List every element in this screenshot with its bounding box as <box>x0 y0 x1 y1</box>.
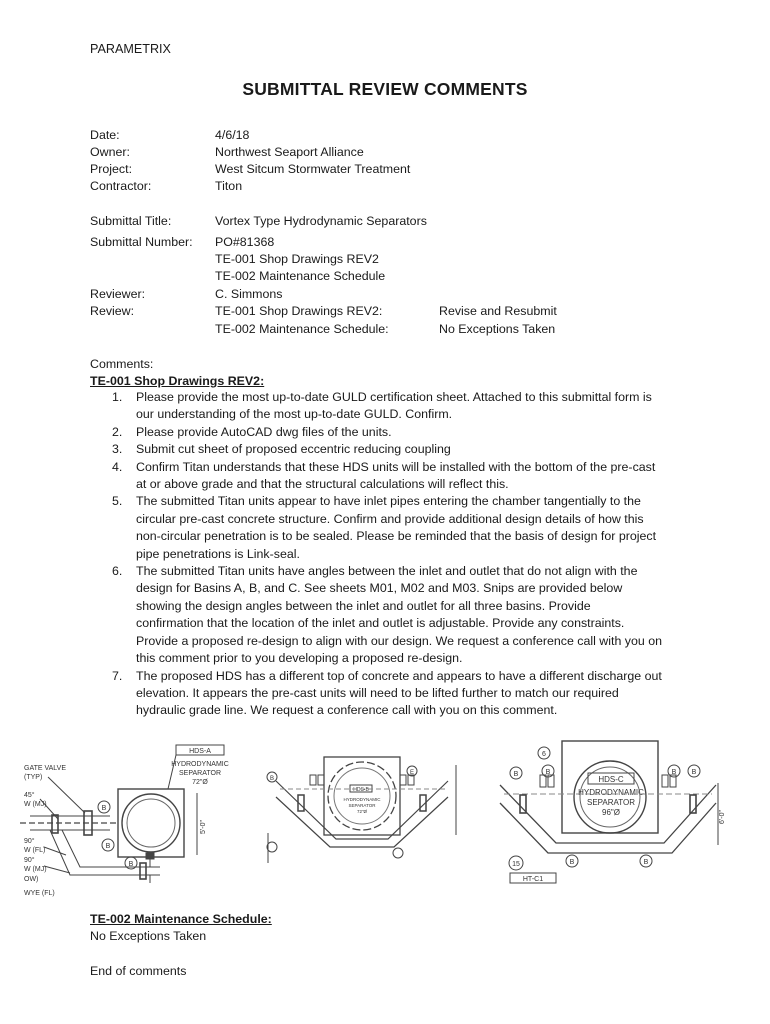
submittal-number-label: Submittal Number: <box>90 235 193 249</box>
fitting <box>318 775 324 785</box>
owner-value: Northwest Seaport Alliance <box>215 145 364 159</box>
callout-label: B <box>545 769 551 776</box>
review-item: TE-001 Shop Drawings REV2: <box>215 304 383 318</box>
chamber-b-inner <box>334 768 390 824</box>
comment-text: The submitted Titan units appear to have inlet pipes entering the chamber tangentially to the <box>136 494 641 509</box>
callout-label: B <box>128 861 134 868</box>
gate-valve <box>140 863 146 879</box>
fitting-label: W (MJ) <box>24 866 47 873</box>
comment-text: elevation. It appears the pre-cast units will need to be lifted further to match our required <box>136 685 619 700</box>
comment-item <box>90 424 690 441</box>
review-item: TE-002 Maintenance Schedule: <box>215 322 389 336</box>
callout-label: E <box>409 770 415 776</box>
comment-number: 7. <box>112 668 123 683</box>
comment-item <box>90 389 690 424</box>
end-of-comments: End of comments <box>90 964 187 978</box>
gate-valve-label: GATE VALVE <box>24 765 67 772</box>
comment-number: 5. <box>112 494 123 509</box>
contractor-label: Contractor: <box>90 179 152 193</box>
callout-label: B <box>269 776 275 782</box>
comment-text: at or above grade and that the structural calculations will reflect this. <box>136 477 509 492</box>
section-heading-te002: TE-002 Maintenance Schedule: <box>90 912 272 926</box>
fitting <box>310 775 316 785</box>
reviewer-value: C. Simmons <box>215 287 283 301</box>
comment-item <box>90 668 690 720</box>
separator-label: HYDRODYNAMIC <box>578 788 644 797</box>
document-title: SUBMITTAL REVIEW COMMENTS <box>242 79 528 99</box>
submittal-number-value: PO#81368 <box>215 235 275 249</box>
owner-label: Owner: <box>90 145 130 159</box>
comment-text: our understanding of the most up-to-date GULD. Confirm. <box>136 407 453 422</box>
project-value: West Sitcum Stormwater Treatment <box>215 162 411 176</box>
comments-list <box>90 389 690 720</box>
comment-item <box>90 563 690 667</box>
contractor-value: Titon <box>215 179 243 193</box>
callout-label: B <box>691 769 697 776</box>
date-label: Date: <box>90 128 120 142</box>
dimension-label: 5'-0" <box>200 820 207 834</box>
date-value: 4/6/18 <box>215 128 250 142</box>
fitting <box>408 775 414 785</box>
comment-text: this comment prior to you developing a proposed re-design. <box>136 651 463 666</box>
comment-item <box>90 459 690 494</box>
tag-label: HT-C1 <box>522 876 544 883</box>
vault-b <box>324 757 400 835</box>
comment-text: non-circular penetration is to be sealed. Please be reminded that the basis of design for project <box>136 529 657 544</box>
submittal-item: TE-001 Shop Drawings REV2 <box>215 252 379 266</box>
fitting <box>400 775 406 785</box>
fitting-label: OW) <box>24 876 39 883</box>
diameter-label: 72"Ø <box>192 779 208 786</box>
review-label: Review: <box>90 304 135 318</box>
callout-label: B <box>643 859 649 866</box>
reviewer-label: Reviewer: <box>90 287 146 301</box>
chamber-a <box>122 794 180 852</box>
callout-label: B <box>569 859 575 866</box>
comment-text: hydraulic grade line. We request a conference call with you on this comment. <box>136 703 558 718</box>
submittal-item: TE-002 Maintenance Schedule <box>215 269 386 283</box>
leader-line <box>44 847 66 855</box>
gate-valve-label: (TYP) <box>24 774 43 781</box>
comment-text: Provide a proposed re-design to align with our design. We request a conference call with you on <box>136 633 662 648</box>
callout-bubble <box>393 848 403 858</box>
callout-label: B <box>101 805 107 812</box>
diameter-label: 72"Ø <box>356 809 368 814</box>
fitting-label: W (FL) <box>24 847 46 854</box>
tag-label: HDS-B <box>353 787 369 793</box>
comments-label: Comments: <box>90 357 154 371</box>
comment-number: 4. <box>112 459 123 474</box>
comment-text: Please provide the most up-to-date GULD certification sheet. Attached to this submittal form is <box>136 390 652 404</box>
comment-item <box>90 493 690 563</box>
fitting-label: 90° <box>24 857 35 864</box>
separator-label: SEPARATOR <box>586 798 636 807</box>
callout-label: B <box>105 843 111 850</box>
fitting <box>662 775 668 787</box>
comment-text: showing the design angles between the inlet and outlet for all three basins. Provide <box>136 598 591 613</box>
separator-label: HYDRODYNAMIC <box>343 797 381 802</box>
callout-label: 15 <box>512 861 520 868</box>
comment-text: Confirm Titan understands that these HDS units will be installed with the bottom of the pre-cast <box>136 459 656 474</box>
section-heading-te001: TE-001 Shop Drawings REV2: <box>90 374 265 388</box>
comment-text: circular pre-cast concrete structure. Confirm and provide additional design details of how this <box>136 511 644 526</box>
comment-text: The proposed HDS has a different top of concrete and appears to have a different discharge out <box>136 668 662 683</box>
drawing-snips-svg <box>0 735 770 905</box>
comment-text: confirmation that the location of the inlet and outlet is adjustable. Provide any constraints. <box>136 616 625 631</box>
chamber-b <box>328 762 396 830</box>
callout-label: B <box>513 771 519 778</box>
fitting-label: 45° <box>24 792 35 799</box>
vault-c <box>562 741 658 833</box>
snip-basin-b <box>267 757 456 863</box>
comment-text: design for Basins A, B, and C. See sheets M01, M02 and M03. Snips are provided below <box>136 581 623 596</box>
review-result: Revise and Resubmit <box>439 304 557 318</box>
diameter-label: 96"Ø <box>602 808 620 817</box>
separator-label: SEPARATOR <box>178 770 222 777</box>
callout-label: B <box>671 769 677 776</box>
snip-basin-a <box>20 745 229 897</box>
tag-label: HDS-A <box>189 748 211 755</box>
comment-item <box>90 441 690 458</box>
tag-label: HDS-C <box>598 775 624 784</box>
separator-label: HYDRODYNAMIC <box>171 761 229 768</box>
review-result: No Exceptions Taken <box>439 322 556 336</box>
comment-text: The submitted Titan units have angles between the inlet and outlet that do not align with the <box>136 564 638 579</box>
chamber-c <box>574 761 646 833</box>
comment-text: Submit cut sheet of proposed eccentric reducing coupling <box>136 442 451 457</box>
comment-number: 3. <box>112 442 123 457</box>
comment-text: pipe penetrations is Link-seal. <box>136 546 300 561</box>
comment-number: 2. <box>112 424 123 439</box>
drawing-snips <box>0 735 770 905</box>
submittal-title-value: Vortex Type Hydrodynamic Separators <box>215 214 427 228</box>
comment-number: 1. <box>112 390 123 404</box>
dimension-label: 6'-0" <box>719 810 726 824</box>
snip-basin-c <box>500 741 726 883</box>
leader-line <box>48 777 85 813</box>
separator-label: SEPARATOR <box>348 803 376 808</box>
comment-text: Please provide AutoCAD dwg files of the units. <box>136 424 392 439</box>
fitting-label: 90° <box>24 838 35 845</box>
fitting-label: W (MJ) <box>24 801 47 808</box>
bypass-pipe <box>50 830 160 875</box>
fitting-label: WYE (FL) <box>24 890 55 897</box>
chamber-a-inner <box>127 799 175 847</box>
fitting <box>146 853 154 859</box>
section2-text: No Exceptions Taken <box>90 929 207 943</box>
project-label: Project: <box>90 162 133 176</box>
callout-label: 6 <box>542 751 546 758</box>
submittal-title-label: Submittal Title: <box>90 214 172 228</box>
company-name: PARAMETRIX <box>90 42 171 56</box>
comment-number: 6. <box>112 564 123 579</box>
